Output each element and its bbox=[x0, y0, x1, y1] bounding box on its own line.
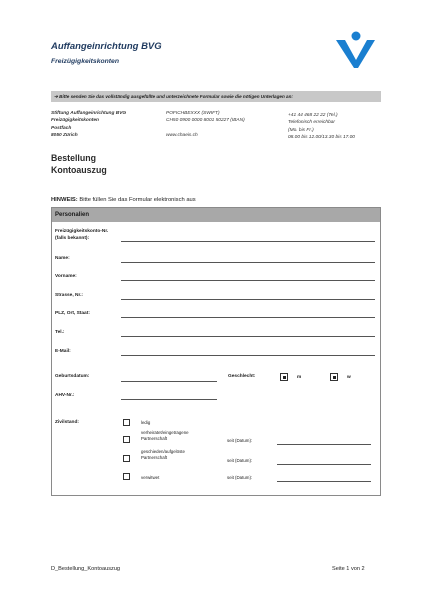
phone-number: +41 44 468 22 22 (Tel.) bbox=[288, 113, 338, 118]
website-link[interactable]: www.chaeis.ch bbox=[166, 133, 198, 139]
city-field[interactable] bbox=[121, 317, 375, 318]
civil-single-label: ledig bbox=[141, 420, 151, 425]
civil-divorced-label bbox=[141, 449, 185, 461]
address-line: Postfach bbox=[51, 125, 72, 131]
street-label: Strasse, Nr.: bbox=[55, 293, 83, 298]
civil-divorced-label-line: geschieden/aufgelöste bbox=[141, 449, 185, 454]
document-title-line: Kontoauszug bbox=[51, 165, 107, 175]
name-field[interactable] bbox=[121, 262, 375, 263]
contact-hours-label: Telefonisch erreichbar bbox=[288, 120, 336, 126]
account-number-label-line: Freizügigkeitskonto-Nr. bbox=[55, 229, 109, 234]
ahv-label: AHV-Nr.: bbox=[55, 393, 75, 398]
phone-field[interactable] bbox=[121, 336, 375, 337]
civil-divorced-since-field[interactable] bbox=[277, 464, 371, 465]
gender-w-checkbox[interactable] bbox=[330, 373, 338, 381]
civil-married-since-label: seit (Datum): bbox=[227, 438, 253, 443]
footer-document-id: D_Bestellung_Kontoauszug bbox=[51, 566, 121, 572]
address-line: 8050 Zürich bbox=[51, 133, 78, 139]
org-subtitle: Freizügigkeitskonten bbox=[51, 58, 119, 65]
contact-hours: 08.00 bis 12.00/13.30 bis 17.00 bbox=[288, 135, 355, 141]
civil-divorced-since-label: seit (Datum): bbox=[227, 458, 253, 463]
city-label: PLZ, Ort, Staat: bbox=[55, 311, 90, 316]
document-title-line: Bestellung bbox=[51, 153, 96, 163]
email-label: E-Mail: bbox=[55, 349, 71, 354]
civil-status-label: Zivilstand: bbox=[55, 420, 79, 425]
civil-widowed-checkbox[interactable] bbox=[123, 473, 130, 480]
org-title: Auffangeinrichtung BVG bbox=[51, 41, 162, 52]
chaeis-logo-icon bbox=[334, 30, 376, 68]
email-field[interactable] bbox=[121, 355, 375, 356]
civil-married-since-field[interactable] bbox=[277, 444, 371, 445]
address-organisation bbox=[51, 110, 126, 140]
account-number-label bbox=[55, 229, 108, 242]
firstname-field[interactable] bbox=[121, 280, 375, 281]
document-title bbox=[51, 152, 107, 176]
hint-label: HINWEIS: bbox=[51, 197, 78, 203]
civil-single-checkbox[interactable] bbox=[123, 419, 130, 426]
ahv-field[interactable] bbox=[121, 399, 217, 400]
hint-text bbox=[51, 197, 196, 203]
street-field[interactable] bbox=[121, 299, 375, 300]
civil-widowed-since-label: seit (Datum): bbox=[227, 475, 253, 480]
instruction-banner: ➔ Bitte senden Sie das vollständig ausgefüllte und unterzeichnete Formular sowie die nötigen Unterlagen an: bbox=[51, 91, 381, 102]
gender-m-label: m bbox=[297, 375, 302, 380]
iban: CH50 0900 0000 8001 50227 (IBAN) bbox=[166, 118, 245, 124]
footer-page-number: Seite 1 von 2 bbox=[332, 566, 365, 572]
civil-married-checkbox[interactable] bbox=[123, 436, 130, 443]
hint-message: Bitte füllen Sie das Formular elektronisch aus bbox=[77, 197, 196, 203]
address-bank bbox=[166, 110, 245, 140]
contact-days: (Mo. bis Fr.) bbox=[288, 127, 314, 133]
civil-widowed-label: verwitwet bbox=[141, 475, 160, 480]
section-header: Personalien bbox=[52, 208, 380, 222]
personal-data-section bbox=[51, 207, 381, 496]
firstname-label: Vorname: bbox=[55, 274, 77, 279]
civil-widowed-since-field[interactable] bbox=[277, 481, 371, 482]
gender-w-label: w bbox=[347, 375, 351, 380]
civil-married-label-line: verheiratet/eingetragene bbox=[141, 430, 189, 435]
civil-married-label bbox=[141, 430, 189, 442]
address-line: Freizügigkeitskonten bbox=[51, 118, 99, 124]
birthdate-field[interactable] bbox=[121, 381, 217, 382]
address-line: Stiftung Auffangeinrichtung BVG bbox=[51, 111, 127, 116]
account-number-label-line: (falls bekannt): bbox=[55, 235, 90, 241]
phone-label: Tel.: bbox=[55, 330, 65, 335]
account-number-field[interactable] bbox=[121, 241, 375, 242]
civil-married-label-line: Partnerschaft bbox=[141, 436, 168, 441]
swift-code: POFICHBEXXX (SWIFT) bbox=[166, 111, 220, 116]
address-contact bbox=[288, 112, 355, 142]
birthdate-label: Geburtsdatum: bbox=[55, 374, 90, 379]
name-label: Name: bbox=[55, 256, 70, 261]
gender-label: Geschlecht: bbox=[228, 374, 256, 379]
civil-divorced-label-line: Partnerschaft bbox=[141, 455, 168, 460]
civil-divorced-checkbox[interactable] bbox=[123, 455, 130, 462]
gender-m-checkbox[interactable] bbox=[280, 373, 288, 381]
